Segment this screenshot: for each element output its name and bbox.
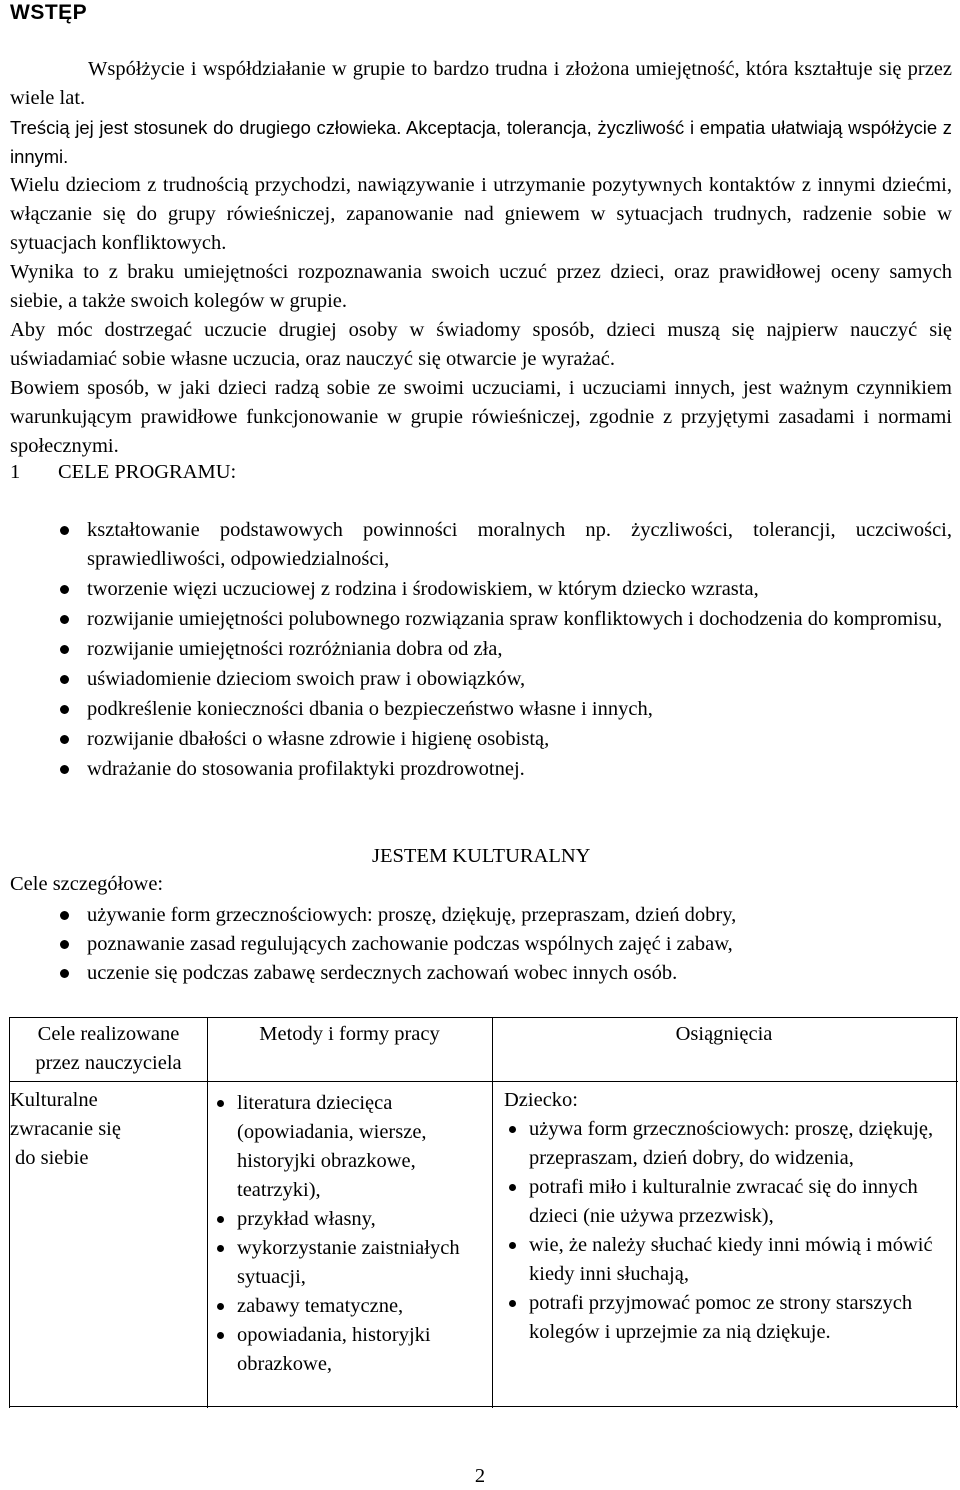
- intro-paragraph-2: Treścią jej jest stosunek do drugiego człowieka. Akceptacja, tolerancja, życzliwość i empatia ułatwiają współżycie z innymi.: [10, 117, 952, 167]
- bullet-icon: [60, 940, 69, 949]
- achievements-label: Dziecko:: [504, 1089, 578, 1111]
- bullet-icon: [509, 1184, 516, 1191]
- intro-paragraph-5: Aby móc dostrzegać uczucie drugiej osoby w świadomy sposób, dzieci muszą się najpierw nauczyć się uświadamiać sobie własne uczucia, oraz nauczyć się otwarcie je wyrażać.: [10, 319, 952, 370]
- list-item: uświadomienie dzieciom swoich praw i obowiązków,: [10, 665, 952, 694]
- page-number: 2: [474, 1465, 486, 1487]
- table-divider: [207, 1018, 208, 1408]
- list-item: potrafi miło i kulturalnie zwracać się do innych dzieci (nie używa przezwisk),: [504, 1173, 954, 1231]
- table-header-achievements: Osiągnięcia: [675, 1023, 773, 1045]
- bullet-icon: [60, 911, 69, 920]
- list-item: poznawanie zasad regulujących zachowanie podczas wspólnych zajęć i zabaw,: [10, 930, 952, 959]
- table-cell-achievements: [504, 1086, 954, 1347]
- section-number: 1: [10, 461, 21, 483]
- bullet-icon: [60, 615, 69, 624]
- table-divider: [10, 1081, 958, 1082]
- intro-paragraph-4: Wynika to z braku umiejętności rozpoznawania swoich uczuć przez dzieci, oraz prawidłowej oceny samych siebie, a także swoich kolegów w grupie.: [10, 261, 952, 312]
- list-item: wie, że należy słuchać kiedy inni mówią i mówić kiedy inni słuchają,: [504, 1231, 954, 1289]
- table-divider: [492, 1018, 493, 1408]
- bullet-icon: [509, 1126, 516, 1133]
- section-title-text: CELE PROGRAMU:: [58, 461, 237, 483]
- list-item: podkreślenie konieczności dbania o bezpieczeństwo własne i innych,: [10, 695, 952, 724]
- list-item: opowiadania, historyjki obrazkowe,: [212, 1321, 487, 1379]
- bullet-icon: [509, 1300, 516, 1307]
- bullet-icon: [217, 1245, 224, 1252]
- list-item: kształtowanie podstawowych powinności moralnych np. życzliwości, tolerancji, uczciwości, sprawiedliwości, odpowiedzialności,: [10, 516, 952, 574]
- list-item: rozwijanie dbałości o własne zdrowie i higienę osobistą,: [10, 725, 952, 754]
- table-divider: [10, 1406, 958, 1407]
- intro-paragraph-3: Wielu dzieciom z trudnością przychodzi, nawiązywanie i utrzymanie pozytywnych kontaktów z innymi dziećmi, włączanie się do grupy rówieśniczej, zapanowanie nad gniewem w sytuacjach trudnych, radzenie sobie w sytuacjach konfliktowych.: [10, 174, 952, 254]
- detail-goals-list: [10, 901, 952, 988]
- list-item: literatura dziecięca (opowiadania, wiersze, historyjki obrazkowe, teatrzyki),: [212, 1089, 487, 1205]
- list-item: używa form grzecznościowych: proszę, dziękuję, przepraszam, dzień dobry, do widzenia,: [504, 1115, 954, 1173]
- bullet-icon: [217, 1216, 224, 1223]
- table-header-goals: Cele realizowane przez nauczyciela: [35, 1023, 182, 1074]
- table-cell-methods: [212, 1089, 487, 1379]
- table-cell-goal: Kulturalne zwracanie się do siebie: [10, 1089, 121, 1169]
- bullet-icon: [217, 1303, 224, 1310]
- bullet-icon: [60, 585, 69, 594]
- intro-paragraph-6: Bowiem sposób, w jaki dzieci radzą sobie ze swoimi uczuciami, i uczuciami innych, jest ważnym czynnikiem warunkującym prawidłowe funkcjonowanie w grupie rówieśniczej, zgodnie z przyjętymi zasadami i normami społecznymi.: [10, 377, 952, 457]
- list-item: tworzenie więzi uczuciowej z rodzina i środowiskiem, w którym dziecko wzrasta,: [10, 575, 952, 604]
- page-heading: WSTĘP: [10, 1, 88, 24]
- bullet-icon: [60, 969, 69, 978]
- program-table: [9, 1017, 958, 1408]
- section-title: [10, 458, 236, 486]
- bullet-icon: [217, 1332, 224, 1339]
- list-item: rozwijanie umiejętności rozróżniania dobra od zła,: [10, 635, 952, 664]
- bullet-icon: [60, 645, 69, 654]
- list-item: wykorzystanie zaistniałych sytuacji,: [212, 1234, 487, 1292]
- subheading: JESTEM KULTURALNY: [372, 845, 591, 867]
- bullet-icon: [60, 705, 69, 714]
- bullet-icon: [60, 735, 69, 744]
- goals-list: [10, 516, 952, 785]
- bullet-icon: [60, 765, 69, 774]
- list-item: wdrażanie do stosowania profilaktyki prozdrowotnej.: [10, 755, 952, 784]
- bullet-icon: [60, 526, 69, 535]
- bullet-icon: [217, 1100, 224, 1107]
- intro-text: [10, 55, 952, 461]
- intro-paragraph-1: Współżycie i współdziałanie w grupie to bardzo trudna i złożona umiejętność, która kształtuje się przez wiele lat.: [10, 58, 952, 109]
- table-divider: [956, 1018, 957, 1408]
- bullet-icon: [60, 675, 69, 684]
- list-item: potrafi przyjmować pomoc ze strony starszych kolegów i uprzejmie za nią dziękuje.: [504, 1289, 954, 1347]
- list-item: uczenie się podczas zabawę serdecznych zachowań wobec innych osób.: [10, 959, 952, 988]
- detail-goals-label: Cele szczegółowe:: [10, 873, 164, 895]
- table-header-methods: Metody i formy pracy: [259, 1023, 440, 1045]
- list-item: zabawy tematyczne,: [212, 1292, 487, 1321]
- list-item: przykład własny,: [212, 1205, 487, 1234]
- bullet-icon: [509, 1242, 516, 1249]
- list-item: używanie form grzecznościowych: proszę, dziękuję, przepraszam, dzień dobry,: [10, 901, 952, 930]
- list-item: rozwijanie umiejętności polubownego rozwiązania spraw konfliktowych i dochodzenia do kompromisu,: [10, 605, 952, 634]
- achievements-list: [504, 1115, 954, 1347]
